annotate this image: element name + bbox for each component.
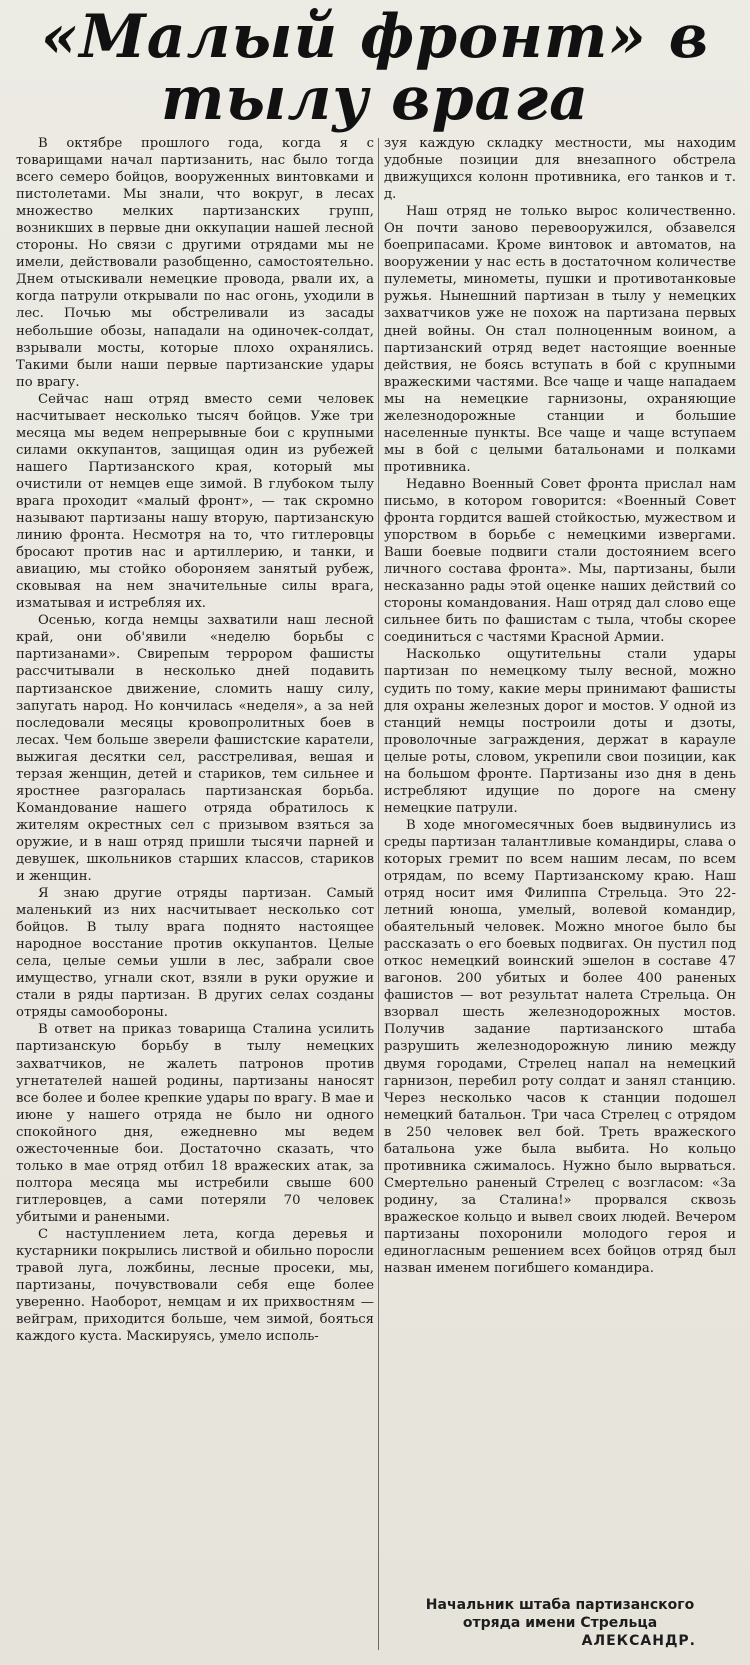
headline-line-1: «Малый фронт» в (40, 2, 710, 72)
paragraph: В ходе многомесячных боев выдвинулись из среды партизан талантливые командиры, слава о которых гремит по всем нашим лесам, по всем отрядам, по всему Партизанскому краю. Наш отряд носит имя Филиппа Стрельца. Это 22-летний юноша, умелый, волевой командир, обаятельный человек. Можно многое было бы рассказать о его боевых подвигах. Он пустил под откос немецкий воинский эшелон в составе 47 вагонов. 200 убитых и более 400 раненых фашистов — вот результат налета Стрельца. Он взорвал шесть железнодорожных мостов. Получив задание партизанского штаба разрушить железнодорожную линию между двумя городами, Стрелец напал на немецкий гарнизон, перебил роту солдат и занял станцию. Через несколько часов к станции подошел немецкий батальон. Три часа Стрелец с отрядом в 250 человек вел бой. Треть вражеского батальона уже была выбита. Но кольцо противника сжималось. Нужно было вырваться. Смертельно раненый Стрелец с возгласом: «За родину, за Сталина!» прорвался сквозь вражеское кольцо и вывел своих людей. Вечером партизаны похоронили молодого героя и единогласным решением всех бойцов отряд был назван именем погибшего командира. (384, 817, 736, 1277)
signature-block (384, 1596, 736, 1650)
article-right-column (384, 135, 736, 1655)
article-left-column (16, 135, 374, 1655)
paragraph: В октябре прошлого года, когда я с товарищами начал партизанить, нас было тогда всего семеро бойцов, вооруженных винтовками и пистолетами. Мы знали, что вокруг, в лесах множество мелких партизанских групп, возникших в первые дни оккупации нашей лесной стороны. Но связи с другими отрядами мы не имели, действовали разобщенно, самостоятельно. Днем отыскивали немецкие провода, рвали их, а когда патрули открывали по нас огонь, уходили в лес. Почью мы обстреливали из засады небольшие обозы, нападали на одиночек-солдат, взрывали мосты, которые плохо охранялись. Такими были наши первые партизанские удары по врагу. (16, 136, 374, 390)
paragraph: Осенью, когда немцы захватили наш лесной край, они об'явили «неделю борьбы с партизанами». Свирепым террором фашисты рассчитывали в несколько дней подавить партизанское движение, сломить нашу силу, запугать народ. Но кончилась «неделя», а за ней последовали месяцы кровопролитных боев в лесах. Чем больше зверели фашистские каратели, выжигая десятки сел, расстреливая, вешая и терзая женщин, детей и стариков, тем сильнее и яростнее разгоралась партизанская борьба. Командование нашего отряда обратилось к жителям окрестных сел с призывом взяться за оружие, и в наш отряд пришли тысячи парней и девушек, школьников старших классов, стариков и женщин. (16, 613, 374, 885)
paragraph: зуя каждую складку местности, мы находим удобные позиции для внезапного обстрела движущихся колонн противника, его танков и т. д. (384, 136, 736, 203)
signature-author: АЛЕКСАНДР. (581, 1633, 696, 1649)
signature-unit: отряда имени Стрельца (462, 1615, 658, 1631)
column-divider (378, 138, 379, 1650)
paragraph: В ответ на приказ товарища Сталина усилить партизанскую борьбу в тылу немецких захватчиков, не жалеть патронов против угнетателей нашей родины, партизаны наносят все более и более крепкие удары по врагу. В мае и июне у нашего отряда не было ни одного спокойного дня, ежедневно мы ведем ожесточенные бои. Достаточно сказать, что только в мае отряд отбил 18 вражеских атак, за полтора месяца мы истребили свыше 600 гитлеровцев, а сами потеряли 70 человек убитыми и ранеными. (16, 1022, 374, 1225)
paragraph: С наступлением лета, когда деревья и кустарники покрылись листвой и обильно поросли травой луга, ложбины, лесные просеки, мы, партизаны, почувствовали себя еще более уверенно. Наоборот, немцам и их прихвостням — вейграм, приходится больше, чем зимой, бояться каждого куста. Маскируясь, умело исполь- (16, 1227, 374, 1345)
paragraph: Наш отряд не только вырос количественно. Он почти заново перевооружился, обзавелся боеприпасами. Кроме винтовок и автоматов, на вооружении у нас есть в достаточном количестве пулеметы, минометы, пушки и противотанковые ружья. Нынешний партизан в тылу у немецких захватчиков уже не похож на партизана первых дней войны. Он стал полноценным воином, а партизанский отряд ведет настоящие военные действия, не боясь вступать в бой с крупными вражескими частями. Все чаще и чаще нападаем мы на немецкие гарнизоны, охраняющие железнодорожные станции и большие населенные пункты. Все чаще и чаще вступаем мы в бой с целыми батальонами и полками противника. (384, 204, 736, 475)
paragraph: Насколько ощутительны стали удары партизан по немецкому тылу весной, можно судить по тому, какие меры принимают фашисты для охраны железных дорог и мостов. У одной из станций немцы построили доты и дзоты, проволочные заграждения, держат в карауле целые роты, словом, укрепили свои позиции, как на большом фронте. Партизаны изо дня в день истребляют идущие по дороге на смену немецкие патрули. (384, 647, 736, 816)
signature-title: Начальник штаба партизанского (425, 1597, 695, 1613)
headline-line-2: тылу врага (160, 64, 590, 134)
paragraph: Недавно Военный Совет фронта прислал нам письмо, в котором говорится: «Военный Совет фронта гордится вашей стойкостью, мужеством и упорством в борьбе с немецкими извергами. Ваши боевые подвиги стали достоянием всего личного состава фронта». Мы, партизаны, были несказанно рады этой оценке наших действий со стороны командования. Наш отряд дал слово еще сильнее бить по фашистам с тыла, чтобы скорее соединиться с частями Красной Армии. (384, 476, 736, 646)
paragraph: Сейчас наш отряд вместо семи человек насчитывает несколько тысяч бойцов. Уже три месяца мы ведем непрерывные бои с крупными силами оккупантов, защищая один из рубежей нашего Партизанского края, который мы очистили от немцев еще зимой. В глубоком тылу врага проходит «малый фронт», — так скромно называют партизаны нашу вторую, партизанскую линию фронта. Несмотря на то, что гитлеровцы бросают против нас и артиллерию, и танки, и авиацию, мы стойко обороняем занятый рубеж, сковывая на нем значительные силы врага, изматывая и истребляя их. (16, 391, 374, 612)
paragraph: Я знаю другие отряды партизан. Самый маленький из них насчитывает несколько сот бойцов. В тылу врага поднято настоящее народное восстание против оккупантов. Целые села, целые семьи ушли в лес, забрали свое имущество, угнали скот, взяли в руки оружие и стали в ряды партизан. В других селах созданы отряды самообороны. (16, 886, 374, 1021)
headline (20, 2, 730, 134)
